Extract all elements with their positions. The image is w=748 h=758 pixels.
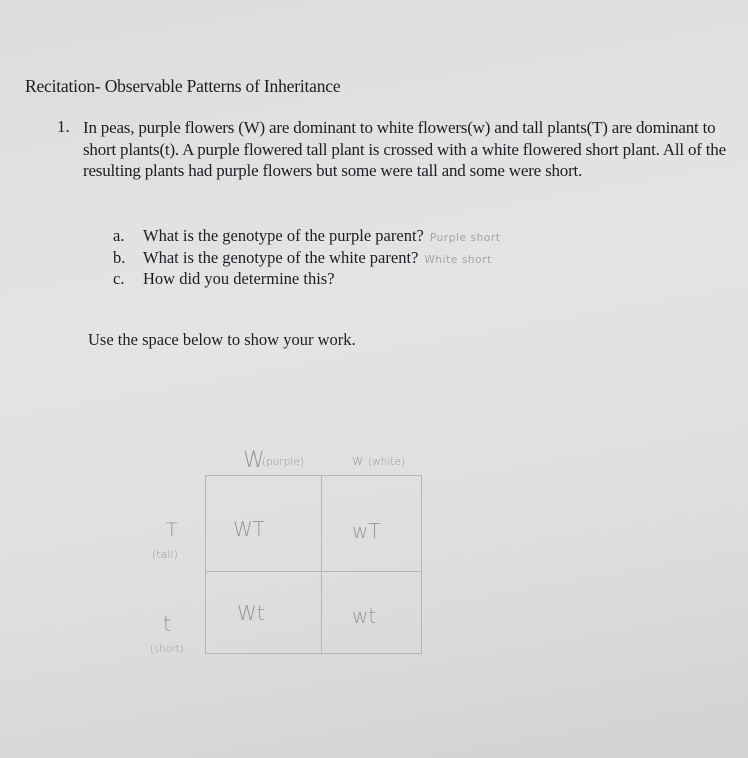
question-part-c xyxy=(113,269,335,289)
question-number: 1. xyxy=(57,117,70,136)
part-text: How did you determine this? xyxy=(143,269,335,288)
row-header-label: (tall) xyxy=(152,548,178,561)
punnett-cell: wt xyxy=(352,604,377,628)
handwritten-answer: White short xyxy=(424,254,492,266)
part-text: What is the genotype of the white parent? xyxy=(143,248,419,267)
punnett-cell: WT xyxy=(233,517,265,541)
col-header-allele: W xyxy=(243,448,265,473)
grid-divider-horizontal xyxy=(206,571,421,572)
grid-divider-vertical xyxy=(321,476,322,653)
part-label: c. xyxy=(113,269,125,288)
handwritten-answer: Purple short xyxy=(429,232,501,244)
part-text: What is the genotype of the purple parent? xyxy=(143,226,424,245)
page-title: Recitation- Observable Patterns of Inheritance xyxy=(25,76,341,96)
col-header-label: (purple) xyxy=(262,456,304,468)
part-label: a. xyxy=(113,226,125,245)
question-part-b xyxy=(113,248,492,268)
col-header-allele: w xyxy=(352,453,364,469)
question-part-a xyxy=(113,226,501,246)
row-header-allele: T xyxy=(166,519,178,541)
part-label: b. xyxy=(113,248,126,267)
punnett-cell: wT xyxy=(352,519,381,543)
work-prompt: Use the space below to show your work. xyxy=(88,330,356,349)
punnett-square xyxy=(205,475,422,654)
question-text: In peas, purple flowers (W) are dominant to white flowers(w) and tall plants(T) are dominant to short plants(t). A purple flowered tall plant is crossed with a white flowered short plant. All of the resulting plants had purple flowers but some were tall and some were short. xyxy=(83,118,726,180)
row-header-allele: t xyxy=(163,612,172,636)
row-header-label: (short) xyxy=(150,644,184,655)
punnett-cell: Wt xyxy=(237,601,265,625)
col-header-label: (white) xyxy=(368,456,405,468)
